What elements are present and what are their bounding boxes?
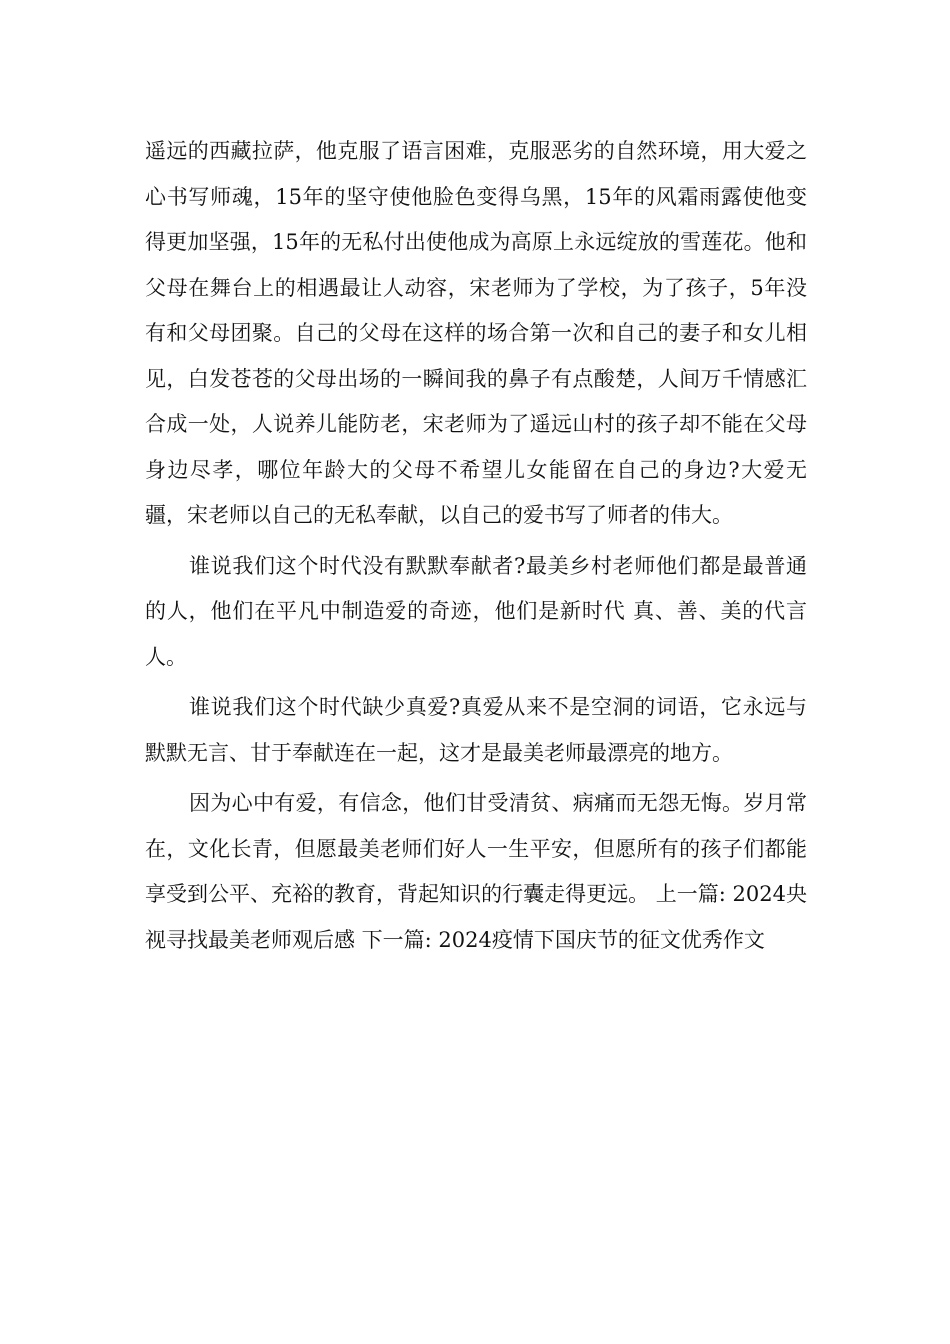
paragraph: 谁说我们这个时代没有默默奉献者?最美乡村老师他们都是最普通的人，他们在平凡中制造爱的奇迹，他们是新时代 真、善、美的代言人。 bbox=[145, 553, 807, 669]
paragraph-with-navigation: 因为心中有爱，有信念，他们甘受清贫、病痛而无怨无悔。岁月常在，文化长青，但愿最美老师们好人一生平安，但愿所有的孩子们都能享受到公平、充裕的教育，背起知识的行囊走得更远。 上一篇: 2024央视寻找最美老师观后感 下一篇: 2024疫情下国庆节的征文优秀作文 bbox=[145, 791, 807, 952]
paragraph: 谁说我们这个时代缺少真爱?真爱从来不是空洞的词语，它永远与默默无言、甘于奉献连在一起，这才是最美老师最漂亮的地方。 bbox=[145, 695, 807, 765]
document-body bbox=[145, 129, 807, 963]
paragraph-continued: 遥远的西藏拉萨，他克服了语言困难，克服恶劣的自然环境，用大爱之心书写师魂，15年的坚守使他脸色变得乌黑，15年的风霜雨露使他变得更加坚强，15年的无私付出使他成为高原上永远绽放的雪莲花。他和父母在舞台上的相遇最让人动容，宋老师为了学校，为了孩子，5年没有和父母团聚。自己的父母在这样的场合第一次和自己的妻子和女儿相见，白发苍苍的父母出场的一瞬间我的鼻子有点酸楚，人间万千情感汇合成一处，人说养儿能防老，宋老师为了遥远山村的孩子却不能在父母身边尽孝，哪位年龄大的父母不希望儿女能留在自己的身边?大爱无疆，宋老师以自己的无私奉献，以自己的爱书写了师者的伟大。 bbox=[145, 139, 807, 527]
